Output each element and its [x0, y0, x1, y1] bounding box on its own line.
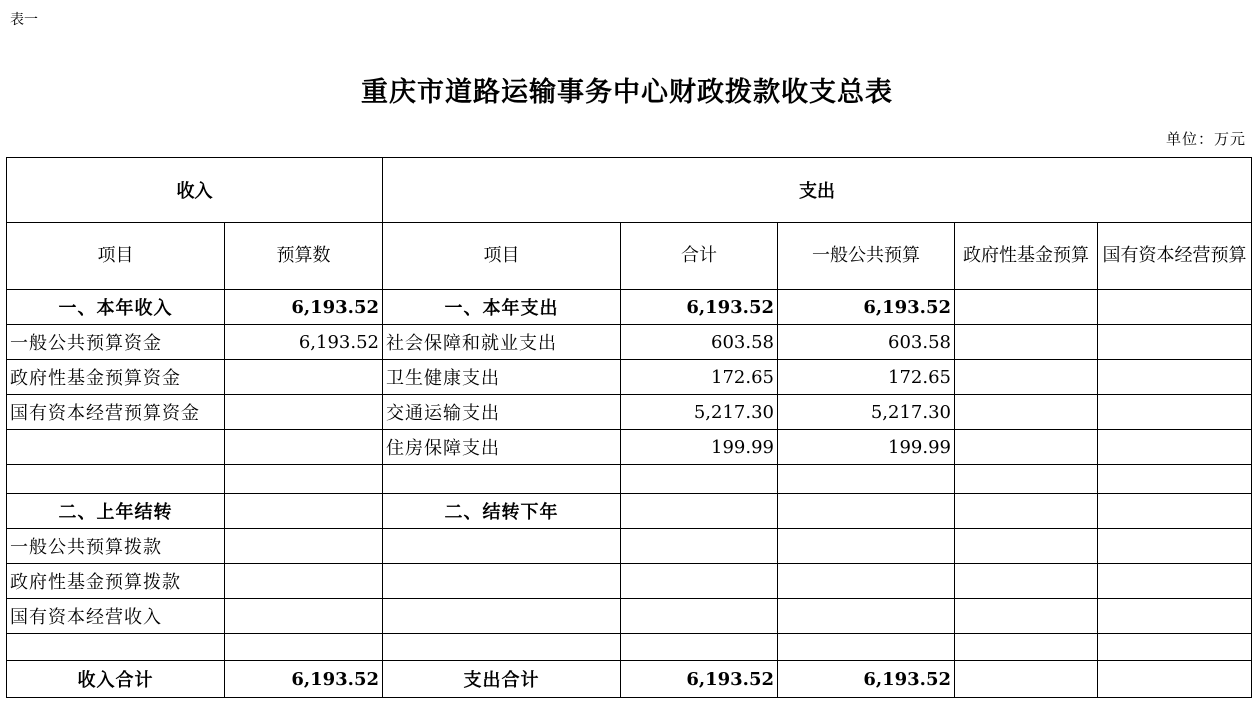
table-row [7, 634, 1252, 661]
expense-item: 社会保障和就业支出 [383, 325, 621, 360]
expense-fund [955, 529, 1098, 564]
expense-general [778, 465, 955, 494]
expense-total: 603.58 [621, 325, 778, 360]
expense-capital [1098, 465, 1252, 494]
expense-fund [955, 564, 1098, 599]
income-item: 国有资本经营预算资金 [7, 395, 225, 430]
expense-capital [1098, 494, 1252, 529]
expense-item: 卫生健康支出 [383, 360, 621, 395]
income-amount [225, 430, 383, 465]
expense-general: 172.65 [778, 360, 955, 395]
expense-capital [1098, 430, 1252, 465]
expense-total [621, 564, 778, 599]
expense-general: 603.58 [778, 325, 955, 360]
expense-general: 199.99 [778, 430, 955, 465]
income-amount [225, 599, 383, 634]
table-row [7, 529, 1252, 564]
table-row [7, 494, 1252, 529]
income-amount [225, 564, 383, 599]
unit-label: 单位：万元 [1165, 130, 1246, 148]
income-amount [225, 465, 383, 494]
table-row [7, 325, 1252, 360]
table-row [7, 430, 1252, 465]
col-income-budget: 预算数 [225, 223, 383, 290]
column-header-row [7, 223, 1252, 290]
income-item [7, 430, 225, 465]
expense-fund [955, 430, 1098, 465]
expense-fund [955, 494, 1098, 529]
expense-capital [1098, 599, 1252, 634]
expense-fund [955, 395, 1098, 430]
expense-general [778, 634, 955, 661]
expense-capital [1098, 634, 1252, 661]
expense-total [621, 494, 778, 529]
expense-item: 交通运输支出 [383, 395, 621, 430]
income-item: 一、本年收入 [7, 290, 225, 325]
income-item: 政府性基金预算资金 [7, 360, 225, 395]
budget-table [6, 157, 1252, 698]
table-row [7, 395, 1252, 430]
expense-total [621, 599, 778, 634]
expense-total: 172.65 [621, 360, 778, 395]
expense-total-label: 支出合计 [383, 661, 621, 698]
expense-capital [1098, 661, 1252, 698]
expense-fund [955, 360, 1098, 395]
income-total-amount: 6,193.52 [225, 661, 383, 698]
expense-capital [1098, 325, 1252, 360]
expense-item [383, 529, 621, 564]
income-amount [225, 634, 383, 661]
expense-fund [955, 465, 1098, 494]
table-row [7, 465, 1252, 494]
income-amount [225, 360, 383, 395]
total-row [7, 661, 1252, 698]
expense-item: 一、本年支出 [383, 290, 621, 325]
expense-section-header: 支出 [383, 158, 1252, 223]
section-header-row [7, 158, 1252, 223]
col-gov-fund: 政府性基金预算 [955, 223, 1098, 290]
expense-fund [955, 661, 1098, 698]
table-row [7, 564, 1252, 599]
expense-item [383, 564, 621, 599]
expense-total: 5,217.30 [621, 395, 778, 430]
expense-capital [1098, 529, 1252, 564]
expense-fund [955, 325, 1098, 360]
expense-total: 199.99 [621, 430, 778, 465]
income-amount [225, 529, 383, 564]
table-row [7, 290, 1252, 325]
income-item: 一般公共预算拨款 [7, 529, 225, 564]
expense-item [383, 465, 621, 494]
income-item: 一般公共预算资金 [7, 325, 225, 360]
income-total-label: 收入合计 [7, 661, 225, 698]
income-amount: 6,193.52 [225, 325, 383, 360]
income-amount [225, 494, 383, 529]
income-item [7, 465, 225, 494]
expense-general [778, 494, 955, 529]
col-total: 合计 [621, 223, 778, 290]
table-row [7, 599, 1252, 634]
expense-general: 6,193.52 [778, 290, 955, 325]
expense-capital [1098, 360, 1252, 395]
expense-general: 6,193.52 [778, 661, 955, 698]
expense-total: 6,193.52 [621, 290, 778, 325]
expense-general [778, 529, 955, 564]
expense-total: 6,193.52 [621, 661, 778, 698]
col-income-item: 项目 [7, 223, 225, 290]
income-amount [225, 395, 383, 430]
income-amount: 6,193.52 [225, 290, 383, 325]
expense-fund [955, 634, 1098, 661]
expense-capital [1098, 564, 1252, 599]
col-expense-item: 项目 [383, 223, 621, 290]
expense-fund [955, 290, 1098, 325]
expense-item [383, 634, 621, 661]
expense-capital [1098, 395, 1252, 430]
income-item [7, 634, 225, 661]
col-general-public: 一般公共预算 [778, 223, 955, 290]
expense-general [778, 599, 955, 634]
expense-total [621, 465, 778, 494]
income-item: 国有资本经营收入 [7, 599, 225, 634]
table-row [7, 360, 1252, 395]
col-state-capital: 国有资本经营预算 [1098, 223, 1252, 290]
expense-capital [1098, 290, 1252, 325]
expense-item: 住房保障支出 [383, 430, 621, 465]
expense-item: 二、结转下年 [383, 494, 621, 529]
income-section-header: 收入 [7, 158, 383, 223]
expense-item [383, 599, 621, 634]
expense-general: 5,217.30 [778, 395, 955, 430]
income-item: 政府性基金预算拨款 [7, 564, 225, 599]
expense-general [778, 564, 955, 599]
expense-total [621, 634, 778, 661]
income-item: 二、上年结转 [7, 494, 225, 529]
document-title: 重庆市道路运输事务中心财政拨款收支总表 [361, 77, 893, 108]
table-label: 表一 [10, 12, 38, 28]
expense-fund [955, 599, 1098, 634]
expense-total [621, 529, 778, 564]
